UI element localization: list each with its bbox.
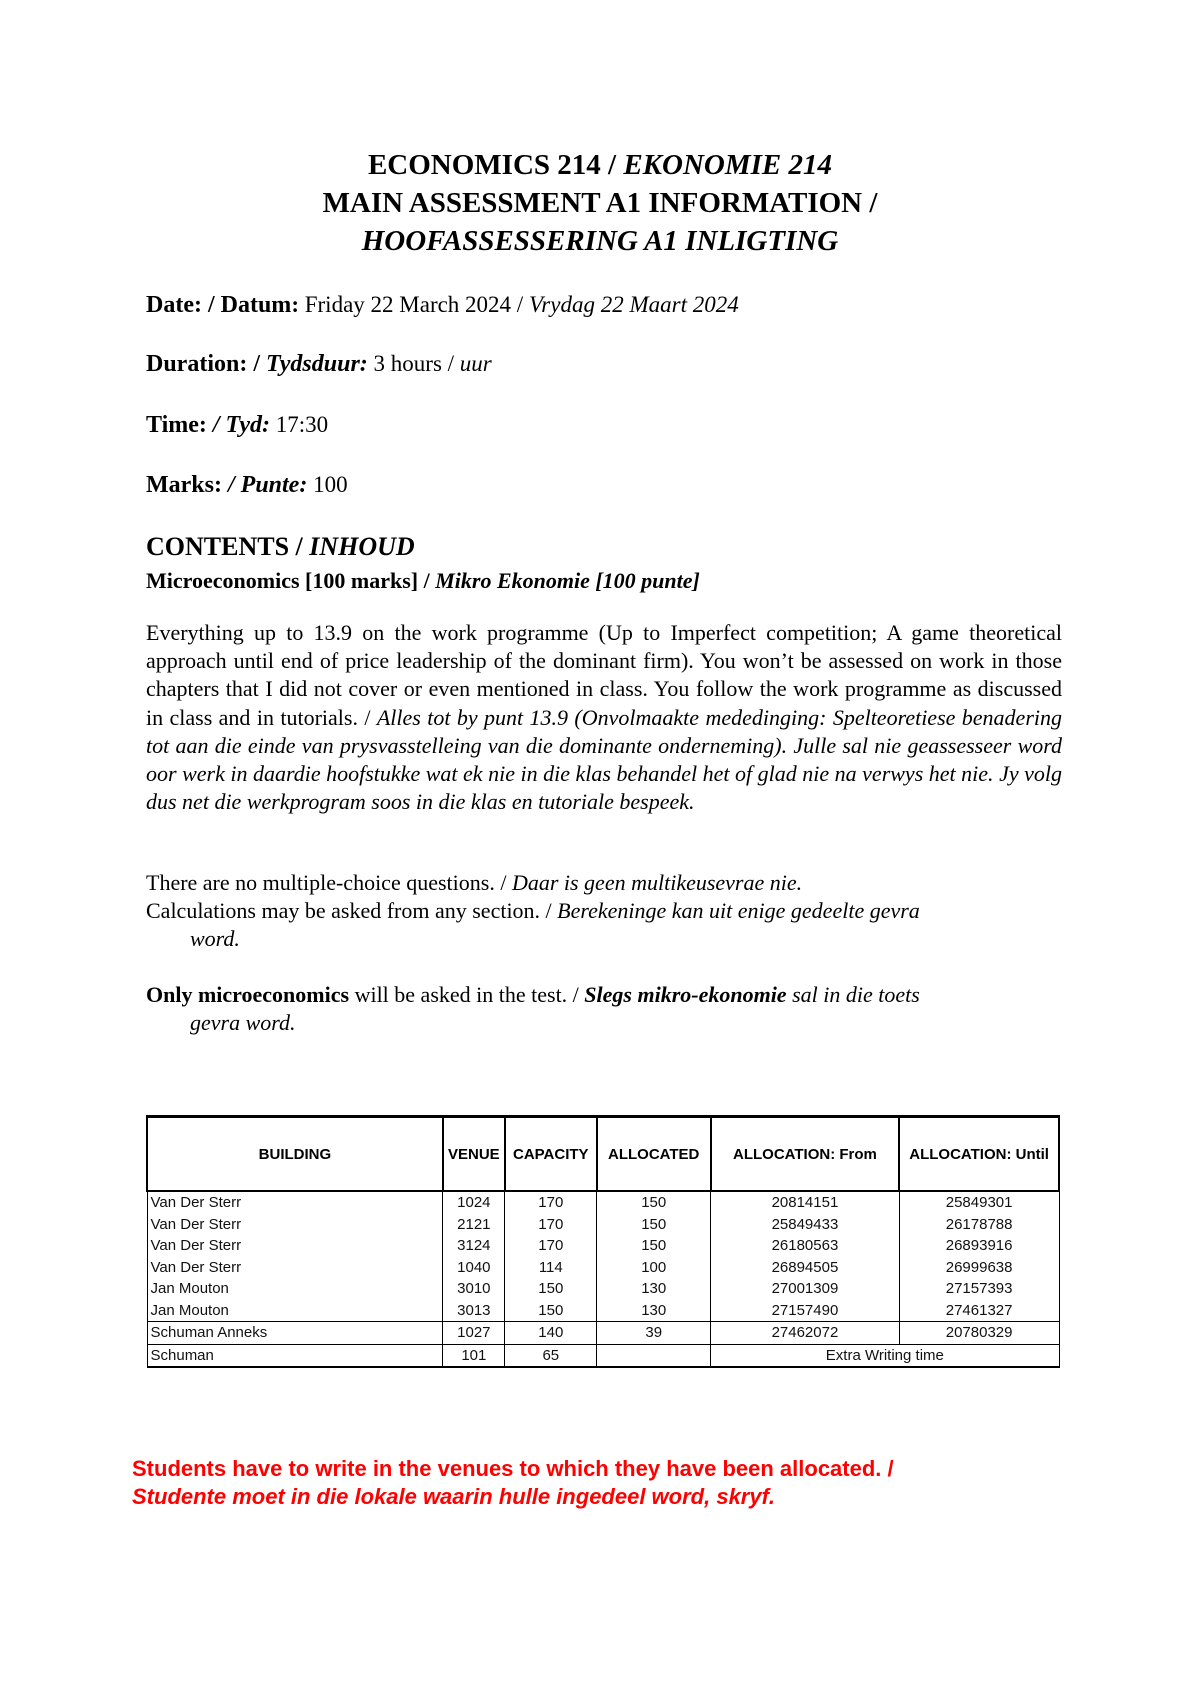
- cell-venue: 1024: [443, 1191, 505, 1214]
- scope-paragraph: [146, 619, 1062, 816]
- contents-subheading: [146, 566, 700, 596]
- venue-allocation-table: [146, 1115, 1060, 1368]
- cell-from: 27001309: [711, 1278, 900, 1300]
- cell-allocated-empty: [597, 1344, 711, 1367]
- time-label-af: / Tyd:: [212, 412, 270, 438]
- cell-building: Schuman Anneks: [147, 1322, 443, 1345]
- cell-capacity: 114: [505, 1257, 597, 1279]
- subheading-en: Microeconomics [100 marks] /: [146, 568, 436, 593]
- only-micro-note: [146, 981, 920, 1009]
- contents-heading-en: CONTENTS /: [146, 532, 310, 561]
- time-label-en: Time:: [146, 412, 213, 438]
- calc-note-en: Calculations may be asked from any section. /: [146, 898, 558, 923]
- scope-paragraph-af: Alles tot by punt 13.9 (Onvolmaakte mededinging: Spelteoretiese benadering tot aan die einde van prysvasstelleing van die dominante onderneming). Julle sal nie geassesseer word oor werk in daardie hoofstukke wat ek nie in die klas behandel het of glad nie na verwys het nie. Jy volg dus net die werkprogram soos in die klas en tutoriale bespeek.: [146, 704, 1062, 815]
- cell-from: 26180563: [711, 1235, 900, 1257]
- marks-label-af: / Punte:: [227, 472, 308, 498]
- title-english: ECONOMICS 214 /: [367, 149, 624, 181]
- cell-building: Van Der Sterr: [147, 1235, 443, 1257]
- cell-until: 27461327: [899, 1300, 1059, 1322]
- date-field: [146, 290, 739, 320]
- cell-until: 26893916: [899, 1235, 1059, 1257]
- cell-allocated: 130: [597, 1300, 711, 1322]
- date-sep: :: [291, 292, 305, 317]
- header-capacity: CAPACITY: [505, 1117, 597, 1192]
- cell-venue: 101: [443, 1344, 505, 1367]
- cell-venue: 1040: [443, 1257, 505, 1279]
- cell-capacity: 140: [505, 1322, 597, 1345]
- cell-building: Van Der Sterr: [147, 1214, 443, 1236]
- cell-venue: 3013: [443, 1300, 505, 1322]
- cell-capacity: 170: [505, 1191, 597, 1214]
- marks-value: 100: [307, 472, 348, 497]
- title-line-3: HOOFASSESSERING A1 INLIGTING: [361, 225, 839, 257]
- table-row: [147, 1257, 1059, 1279]
- cell-until: 26999638: [899, 1257, 1059, 1279]
- cell-capacity: 65: [505, 1344, 597, 1367]
- cell-capacity: 150: [505, 1300, 597, 1322]
- cell-venue: 1027: [443, 1322, 505, 1345]
- cell-building: Jan Mouton: [147, 1300, 443, 1322]
- cell-capacity: 170: [505, 1235, 597, 1257]
- duration-label-en: Duration: /: [146, 351, 266, 377]
- time-field: [146, 410, 328, 440]
- table-row-extra-time: [147, 1344, 1059, 1367]
- mcq-note-af: Daar is geen multikeusevrae nie.: [511, 870, 803, 895]
- table-row: [147, 1322, 1059, 1345]
- table-row: [147, 1214, 1059, 1236]
- title-afrikaans: EKONOMIE 214: [623, 149, 833, 181]
- date-value-en: Friday 22 March 2024 /: [304, 292, 529, 317]
- header-venue: VENUE: [443, 1117, 505, 1192]
- cell-until: 20780329: [899, 1322, 1059, 1345]
- cell-until: 25849301: [899, 1191, 1059, 1214]
- venue-notice: [132, 1455, 1092, 1511]
- cell-building: Van Der Sterr: [147, 1257, 443, 1279]
- cell-venue: 2121: [443, 1214, 505, 1236]
- table-row: [147, 1191, 1059, 1214]
- header-allocation-until: ALLOCATION: Until: [899, 1117, 1059, 1192]
- mcq-note: [146, 869, 802, 897]
- cell-allocated: 39: [597, 1322, 711, 1345]
- only-micro-bold-af: Slegs mikro-ekonomie: [584, 982, 787, 1007]
- only-micro-bold-en: Only microeconomics: [146, 982, 350, 1007]
- cell-capacity: 170: [505, 1214, 597, 1236]
- time-value: 17:30: [269, 412, 329, 437]
- duration-value-en: 3 hours /: [367, 351, 460, 376]
- only-micro-rest-af: sal in die toets: [786, 982, 920, 1007]
- cell-from: 27462072: [711, 1322, 900, 1345]
- cell-allocated: 150: [597, 1235, 711, 1257]
- marks-label-en: Marks:: [146, 472, 228, 498]
- table-row: [147, 1235, 1059, 1257]
- cell-from: 26894505: [711, 1257, 900, 1279]
- cell-allocated: 130: [597, 1278, 711, 1300]
- header-building: BUILDING: [147, 1117, 443, 1192]
- marks-field: [146, 470, 348, 500]
- header-allocation-from: ALLOCATION: From: [711, 1117, 900, 1192]
- cell-capacity: 150: [505, 1278, 597, 1300]
- calculations-note-continued: word.: [190, 926, 240, 951]
- contents-heading: [146, 530, 415, 564]
- date-label: Date: / Datum: [146, 292, 292, 318]
- cell-building: Van Der Sterr: [147, 1191, 443, 1214]
- venue-notice-af: Studente moet in die lokale waarin hulle ingedeel word, skryf.: [132, 1484, 776, 1509]
- cell-allocated: 150: [597, 1191, 711, 1214]
- mcq-note-en: There are no multiple-choice questions. /: [146, 870, 512, 895]
- cell-from: 25849433: [711, 1214, 900, 1236]
- cell-venue: 3010: [443, 1278, 505, 1300]
- calc-note-af: Berekeninge kan uit enige gedeelte gevra: [557, 898, 920, 923]
- cell-building: Schuman: [147, 1344, 443, 1367]
- venue-notice-en: Students have to write in the venues to which they have been allocated. /: [132, 1456, 894, 1481]
- cell-from: 20814151: [711, 1191, 900, 1214]
- table-row: [147, 1278, 1059, 1300]
- cell-from: 27157490: [711, 1300, 900, 1322]
- title-line-1: [0, 146, 1200, 184]
- date-value-af: Vrydag 22 Maart 2024: [528, 292, 739, 317]
- contents-heading-af: INHOUD: [309, 532, 415, 561]
- cell-venue: 3124: [443, 1235, 505, 1257]
- cell-allocated: 100: [597, 1257, 711, 1279]
- subheading-af: Mikro Ekonomie [100 punte]: [435, 568, 700, 593]
- scope-paragraph-en: Everything up to 13.9 on the work programme (Up to Imperfect competition; A game theoretical approach until end of price leadership of the dominant firm). You won’t be assessed on work in those chapters that I did not cover or even mentioned in class. You follow the work programme as discussed in class and in tutorials. /: [146, 620, 1062, 730]
- duration-label-af: Tydsduur:: [266, 351, 368, 377]
- duration-value-af: uur: [459, 351, 492, 376]
- header-allocated: ALLOCATED: [597, 1117, 711, 1192]
- cell-allocated: 150: [597, 1214, 711, 1236]
- only-micro-rest-en: will be asked in the test. /: [349, 982, 585, 1007]
- title-line-2: MAIN ASSESSMENT A1 INFORMATION /: [322, 187, 878, 219]
- cell-building: Jan Mouton: [147, 1278, 443, 1300]
- only-micro-note-continued: gevra word.: [190, 1010, 296, 1035]
- table-header-row: [147, 1117, 1059, 1192]
- calculations-note: [146, 897, 920, 925]
- table-row: [147, 1300, 1059, 1322]
- cell-extra-writing-time: Extra Writing time: [711, 1344, 1059, 1367]
- cell-until: 26178788: [899, 1214, 1059, 1236]
- cell-until: 27157393: [899, 1278, 1059, 1300]
- duration-field: [146, 349, 492, 379]
